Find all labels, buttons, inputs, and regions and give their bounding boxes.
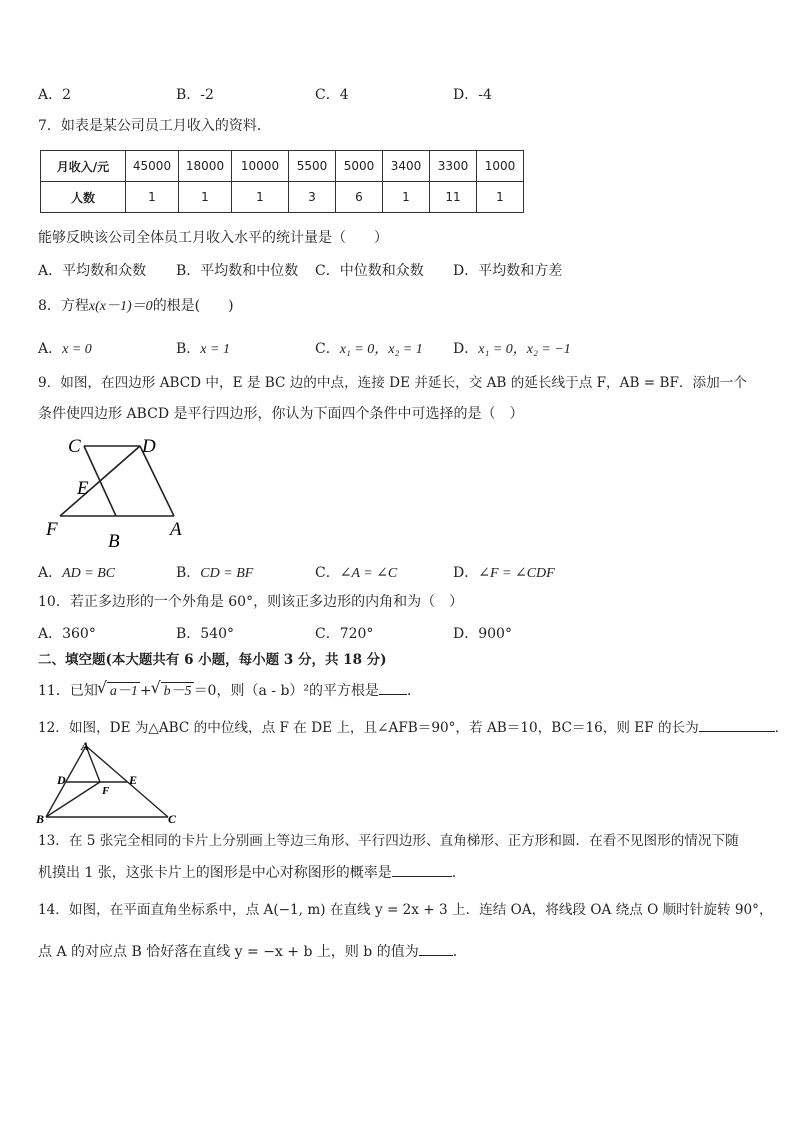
label-a: A bbox=[170, 519, 182, 540]
q10-option-d: D．900° bbox=[453, 626, 512, 642]
q10-option-c: C．720° bbox=[315, 626, 374, 642]
table-cell: 3 bbox=[289, 182, 336, 213]
answer-blank[interactable] bbox=[392, 862, 452, 877]
section-title-fill-in: 二、填空题(本大题共有 6 小题，每小题 3 分，共 18 分) bbox=[38, 652, 387, 668]
label-e: E bbox=[77, 478, 89, 499]
q9-option-b: B．CD = BF bbox=[176, 565, 254, 581]
q14-line2: 点 A 的对应点 B 恰好落在直线 y = −x + b 上，则 b 的值为 ． bbox=[38, 941, 467, 962]
q7-question: 能够反映该公司全体员工月收入水平的统计量是（ ） bbox=[38, 230, 388, 246]
q7-option-d: D．平均数和方差 bbox=[453, 263, 563, 279]
q8-option-c: C．x₁ = 0，x₂ = 1 bbox=[315, 341, 423, 357]
q9-line1: 9．如图，在四边形 ABCD 中，E 是 BC 边的中点，连接 DE 并延长，交 AB 的延长线于点 F，AB = BF．添加一个 bbox=[38, 375, 747, 391]
q8-option-b: B．x = 1 bbox=[176, 341, 230, 357]
q14-line1: 14．如图，在平面直角坐标系中，点 A(−1, m) 在直线 y = 2x + 3 上．连结 OA，将线段 OA 绕点 O 顺时针旋转 90°， bbox=[38, 902, 773, 918]
label-d: D bbox=[142, 436, 156, 457]
q7-option-b: B．平均数和中位数 bbox=[176, 263, 299, 279]
label-d: D bbox=[57, 773, 66, 787]
table-cell: 5500 bbox=[289, 151, 336, 182]
table-cell: 3300 bbox=[430, 151, 477, 182]
q7-stem: 7．如表是某公司员工月收入的资料． bbox=[38, 118, 271, 134]
sqrt-b-minus-5: √ b－5 bbox=[150, 678, 192, 699]
income-table bbox=[40, 150, 524, 213]
q10-option-a: A．360° bbox=[38, 626, 96, 642]
q8-equation: x(x－1)＝0 bbox=[88, 299, 153, 314]
label-c: C bbox=[68, 436, 81, 457]
answer-blank[interactable] bbox=[699, 717, 775, 732]
q13-line2: 机摸出 1 张，这张卡片上的图形是中心对称图形的概率是 ． bbox=[38, 862, 466, 883]
count-row bbox=[41, 182, 524, 213]
table-cell: 6 bbox=[336, 182, 383, 213]
line-bf bbox=[46, 782, 100, 817]
table-header-count: 人数 bbox=[41, 182, 126, 213]
q9-option-c: C．∠A = ∠C bbox=[315, 565, 398, 581]
table-cell: 18000 bbox=[179, 151, 232, 182]
label-a: A bbox=[81, 740, 90, 753]
q9-line2: 条件使四边形 ABCD 是平行四边形，你认为下面四个条件中可选择的是（ ） bbox=[38, 406, 524, 422]
table-cell: 45000 bbox=[126, 151, 179, 182]
table-cell: 1 bbox=[477, 182, 524, 213]
q7-option-a: A．平均数和众数 bbox=[38, 263, 147, 279]
q8-option-d: D．x₁ = 0，x₂ = −1 bbox=[453, 341, 571, 357]
label-f: F bbox=[102, 785, 110, 797]
table-cell: 5000 bbox=[336, 151, 383, 182]
answer-blank[interactable] bbox=[419, 941, 453, 956]
q9-option-d: D．∠F = ∠CDF bbox=[453, 565, 555, 581]
q13-line1: 13．在 5 张完全相同的卡片上分别画上等边三角形、平行四边形、直角梯形、正方形和圆．在看不见图形的情况下随 bbox=[38, 833, 739, 849]
table-cell: 1 bbox=[126, 182, 179, 213]
label-e: E bbox=[129, 773, 138, 787]
q12-stem: 12．如图，DE 为△ABC 的中位线，点 F 在 DE 上，且∠AFB＝90°，若 AB＝10，BC＝16，则 EF 的长为 ． bbox=[38, 717, 788, 738]
label-b: B bbox=[36, 812, 45, 824]
q10-option-b: B．540° bbox=[176, 626, 235, 642]
q7-option-c: C．中位数和众数 bbox=[315, 263, 424, 279]
q9-parallelogram-figure bbox=[40, 432, 190, 552]
q6-option-a: A．2 bbox=[38, 87, 72, 103]
sqrt-a-minus-1: √ a－1 bbox=[96, 678, 138, 699]
q6-option-c: C．4 bbox=[315, 87, 349, 103]
q8-suffix: 的根是( ) bbox=[152, 298, 234, 314]
q8-option-a: A．x = 0 bbox=[38, 341, 92, 357]
q6-option-b: B．-2 bbox=[176, 87, 214, 103]
table-cell: 1 bbox=[383, 182, 430, 213]
q6-option-d: D．-4 bbox=[453, 87, 492, 103]
table-cell: 10000 bbox=[232, 151, 289, 182]
table-cell: 11 bbox=[430, 182, 477, 213]
q10-stem: 10．若正多边形的一个外角是 60°，则该正多边形的内角和为（ ） bbox=[38, 594, 464, 610]
table-cell: 1000 bbox=[477, 151, 524, 182]
table-header-income: 月收入/元 bbox=[41, 151, 126, 182]
q8-stem bbox=[38, 296, 234, 317]
q12-triangle-figure bbox=[36, 740, 186, 824]
income-row bbox=[41, 151, 524, 182]
table-cell: 1 bbox=[232, 182, 289, 213]
q11-stem: 11．已知 √ a－1 + √ b－5 ＝0，则（a - b）²的平方根是 ． bbox=[38, 678, 422, 699]
label-c: C bbox=[168, 812, 177, 824]
answer-blank[interactable] bbox=[379, 680, 407, 695]
table-cell: 1 bbox=[179, 182, 232, 213]
q8-prefix: 8．方程 bbox=[38, 298, 89, 314]
label-b: B bbox=[108, 531, 120, 552]
label-f: F bbox=[46, 519, 58, 540]
table-cell: 3400 bbox=[383, 151, 430, 182]
q9-option-a: A．AD = BC bbox=[38, 565, 116, 581]
